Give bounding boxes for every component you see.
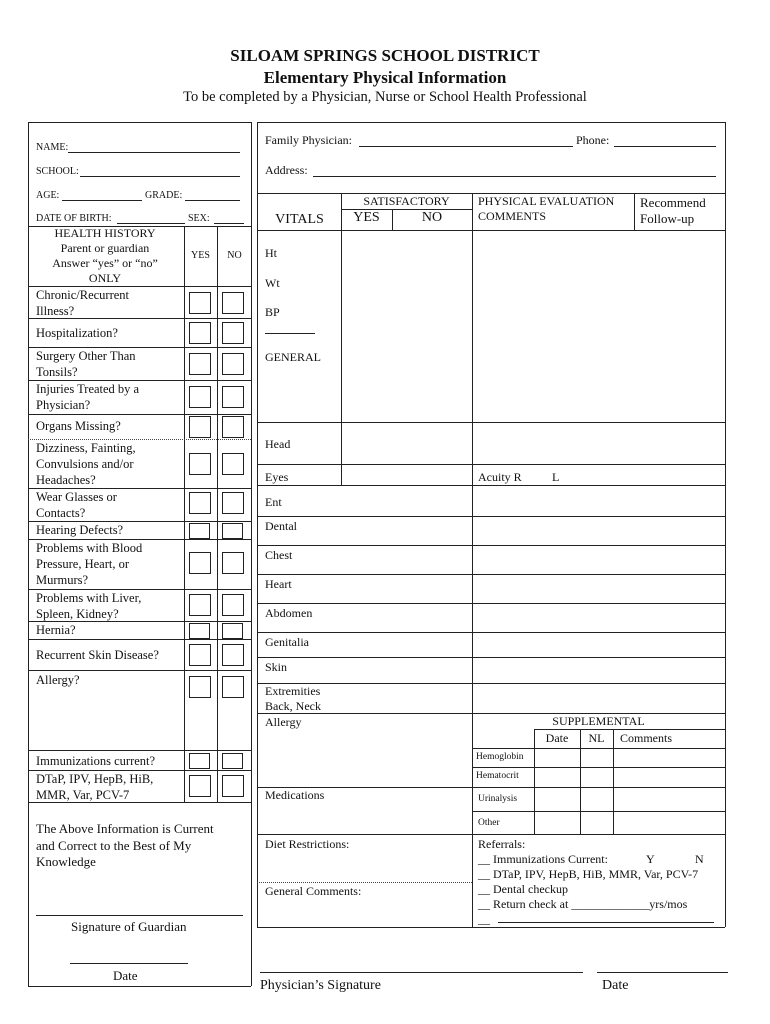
address-field[interactable] xyxy=(313,176,716,177)
blood-pressure-yes-checkbox[interactable] xyxy=(189,552,211,574)
no-column-label: NO xyxy=(227,250,242,261)
guardian-signature-line[interactable] xyxy=(36,915,243,916)
certification-statement: The Above Information is Current and Correct to the Best of My Knowledge xyxy=(36,821,214,869)
family-physician-label: Family Physician: xyxy=(265,133,352,147)
supplemental-other: Other xyxy=(478,818,500,828)
physician-signature-label: Physician’s Signature xyxy=(260,978,381,993)
district-title: SILOAM SPRINGS SCHOOL DISTRICT xyxy=(230,46,540,65)
blood-pressure-no-checkbox[interactable] xyxy=(222,552,244,574)
acuity-left-label: L xyxy=(552,470,560,484)
exam-ent: Ent xyxy=(265,495,282,509)
grade-label: GRADE: xyxy=(145,190,183,201)
name-field[interactable] xyxy=(68,152,240,153)
phone-field[interactable] xyxy=(614,146,716,147)
question-immunizations: Immunizations current? xyxy=(36,754,156,768)
exam-allergy: Allergy xyxy=(265,715,302,729)
exam-skin: Skin xyxy=(265,660,288,674)
recommend-followup-heading: Recommend Follow-up xyxy=(640,195,706,226)
health-history-heading: HEALTH HISTORY xyxy=(54,226,156,240)
supplemental-hemoglobin: Hemoglobin xyxy=(476,752,524,762)
referrals-heading: Referrals: xyxy=(478,837,526,851)
satisfactory-heading: SATISFACTORY xyxy=(363,194,450,208)
supplemental-heading: SUPPLEMENTAL xyxy=(552,714,645,728)
blood-pressure-label: BP xyxy=(265,305,280,319)
form-title: Elementary Physical Information xyxy=(263,68,507,87)
supplemental-date-col: Date xyxy=(545,731,569,745)
supplemental-comments-col: Comments xyxy=(620,731,673,745)
surgery-no-checkbox[interactable] xyxy=(222,353,244,375)
glasses-yes-checkbox[interactable] xyxy=(189,492,211,514)
physician-date-label: Date xyxy=(602,978,629,993)
guardian-signature-label: Signature of Guardian xyxy=(71,919,187,934)
question-organs-missing: Organs Missing? xyxy=(36,419,121,433)
skin-no-checkbox[interactable] xyxy=(222,644,244,666)
dob-label: DATE OF BIRTH: xyxy=(36,213,112,224)
glasses-no-checkbox[interactable] xyxy=(222,492,244,514)
age-field[interactable] xyxy=(62,200,142,201)
acuity-right-label: Acuity R xyxy=(478,470,522,484)
question-dtap: DTaP, IPV, HepB, HiB, MMR, Var, PCV-7 xyxy=(36,772,154,802)
general-comments-label: General Comments: xyxy=(265,884,362,898)
vitals-heading: VITALS xyxy=(275,212,324,227)
hernia-yes-checkbox[interactable] xyxy=(189,623,210,639)
skin-yes-checkbox[interactable] xyxy=(189,644,211,666)
liver-yes-checkbox[interactable] xyxy=(189,594,211,616)
exam-heart: Heart xyxy=(265,577,292,591)
school-label: SCHOOL: xyxy=(36,166,79,177)
height-label: Ht xyxy=(265,246,277,260)
dtap-yes-checkbox[interactable] xyxy=(189,775,211,797)
supplemental-hematocrit: Hematocrit xyxy=(476,771,519,781)
exam-genitalia: Genitalia xyxy=(265,635,309,649)
hospitalization-no-checkbox[interactable] xyxy=(222,322,244,344)
supplemental-urinalysis: Urinalysis xyxy=(478,794,518,804)
dizziness-no-checkbox[interactable] xyxy=(222,453,244,475)
hearing-yes-checkbox[interactable] xyxy=(189,523,210,539)
injuries-yes-checkbox[interactable] xyxy=(189,386,211,408)
health-history-instructions: Parent or guardian Answer “yes” or “no” ONLY xyxy=(52,241,158,285)
question-liver: Problems with Liver, Spleen, Kidney? xyxy=(36,591,142,621)
referral-immunizations-no: N xyxy=(695,852,704,866)
question-blood-pressure: Problems with Blood Pressure, Heart, or Murmurs? xyxy=(36,541,143,587)
referral-dental-checkup: __ Dental checkup xyxy=(478,882,568,896)
hernia-no-checkbox[interactable] xyxy=(222,623,243,639)
general-label: GENERAL xyxy=(265,350,321,364)
dtap-no-checkbox[interactable] xyxy=(222,775,244,797)
medications-label: Medications xyxy=(265,788,325,802)
referral-immunizations: __ Immunizations Current: xyxy=(478,852,608,866)
exam-abdomen: Abdomen xyxy=(265,606,313,620)
satisfactory-no-label: NO xyxy=(421,210,443,225)
physical-evaluation-heading: PHYSICAL EVALUATION COMMENTS xyxy=(478,194,615,223)
sex-field[interactable] xyxy=(214,223,244,224)
allergy-yes-checkbox[interactable] xyxy=(189,676,211,698)
sex-label: SEX: xyxy=(188,213,210,224)
organs-yes-checkbox[interactable] xyxy=(189,416,211,438)
exam-chest: Chest xyxy=(265,548,293,562)
surgery-yes-checkbox[interactable] xyxy=(189,353,211,375)
exam-head: Head xyxy=(265,437,291,451)
satisfactory-yes-label: YES xyxy=(353,210,380,225)
chronic-yes-checkbox[interactable] xyxy=(189,292,211,314)
grade-field[interactable] xyxy=(185,200,240,201)
exam-eyes: Eyes xyxy=(265,470,289,484)
question-skin-disease: Recurrent Skin Disease? xyxy=(36,648,159,662)
supplemental-nl-col: NL xyxy=(588,731,605,745)
question-glasses: Wear Glasses or Contacts? xyxy=(36,490,117,520)
guardian-date-label: Date xyxy=(113,968,138,983)
organs-no-checkbox[interactable] xyxy=(222,416,244,438)
hospitalization-yes-checkbox[interactable] xyxy=(189,322,211,344)
injuries-no-checkbox[interactable] xyxy=(222,386,244,408)
question-injuries: Injuries Treated by a Physician? xyxy=(36,382,140,412)
liver-no-checkbox[interactable] xyxy=(222,594,244,616)
yes-column-label: YES xyxy=(191,250,210,261)
referral-return-check: __ Return check at _____________yrs/mos xyxy=(478,897,688,911)
question-hearing: Hearing Defects? xyxy=(36,523,124,537)
phone-label: Phone: xyxy=(576,133,610,147)
question-hospitalization: Hospitalization? xyxy=(36,326,118,340)
hearing-no-checkbox[interactable] xyxy=(222,523,243,539)
question-allergy: Allergy? xyxy=(36,673,80,687)
referral-other-field[interactable] xyxy=(498,922,714,923)
blood-pressure-field[interactable] xyxy=(265,333,315,334)
chronic-no-checkbox[interactable] xyxy=(222,292,244,314)
question-chronic-illness: Chronic/Recurrent Illness? xyxy=(36,288,130,318)
age-label: AGE: xyxy=(36,190,60,201)
referral-dtap: __ DTaP, IPV, HepB, HiB, MMR, Var, PCV-7 xyxy=(478,867,699,881)
school-field[interactable] xyxy=(80,176,240,177)
referral-immunizations-yes: Y xyxy=(646,852,655,866)
physician-date-line[interactable] xyxy=(597,972,728,973)
referral-other: __ xyxy=(478,912,490,926)
form-instructions: To be completed by a Physician, Nurse or School Health Professional xyxy=(183,89,587,105)
question-hernia: Hernia? xyxy=(36,623,76,637)
weight-label: Wt xyxy=(265,276,280,290)
dob-field[interactable] xyxy=(117,223,185,224)
physician-signature-line[interactable] xyxy=(260,972,583,973)
name-label: NAME: xyxy=(36,142,69,153)
exam-dental: Dental xyxy=(265,519,297,533)
exam-extremities: Extremities Back, Neck xyxy=(265,684,321,713)
allergy-no-checkbox[interactable] xyxy=(222,676,244,698)
guardian-date-line[interactable] xyxy=(70,963,188,964)
immunizations-yes-checkbox[interactable] xyxy=(189,753,210,769)
address-label: Address: xyxy=(265,163,308,177)
family-physician-field[interactable] xyxy=(359,146,573,147)
question-surgery: Surgery Other Than Tonsils? xyxy=(36,349,136,379)
immunizations-no-checkbox[interactable] xyxy=(222,753,243,769)
diet-restrictions-label: Diet Restrictions: xyxy=(265,837,350,851)
question-dizziness: Dizziness, Fainting, Convulsions and/or Headaches? xyxy=(36,441,136,487)
dizziness-yes-checkbox[interactable] xyxy=(189,453,211,475)
